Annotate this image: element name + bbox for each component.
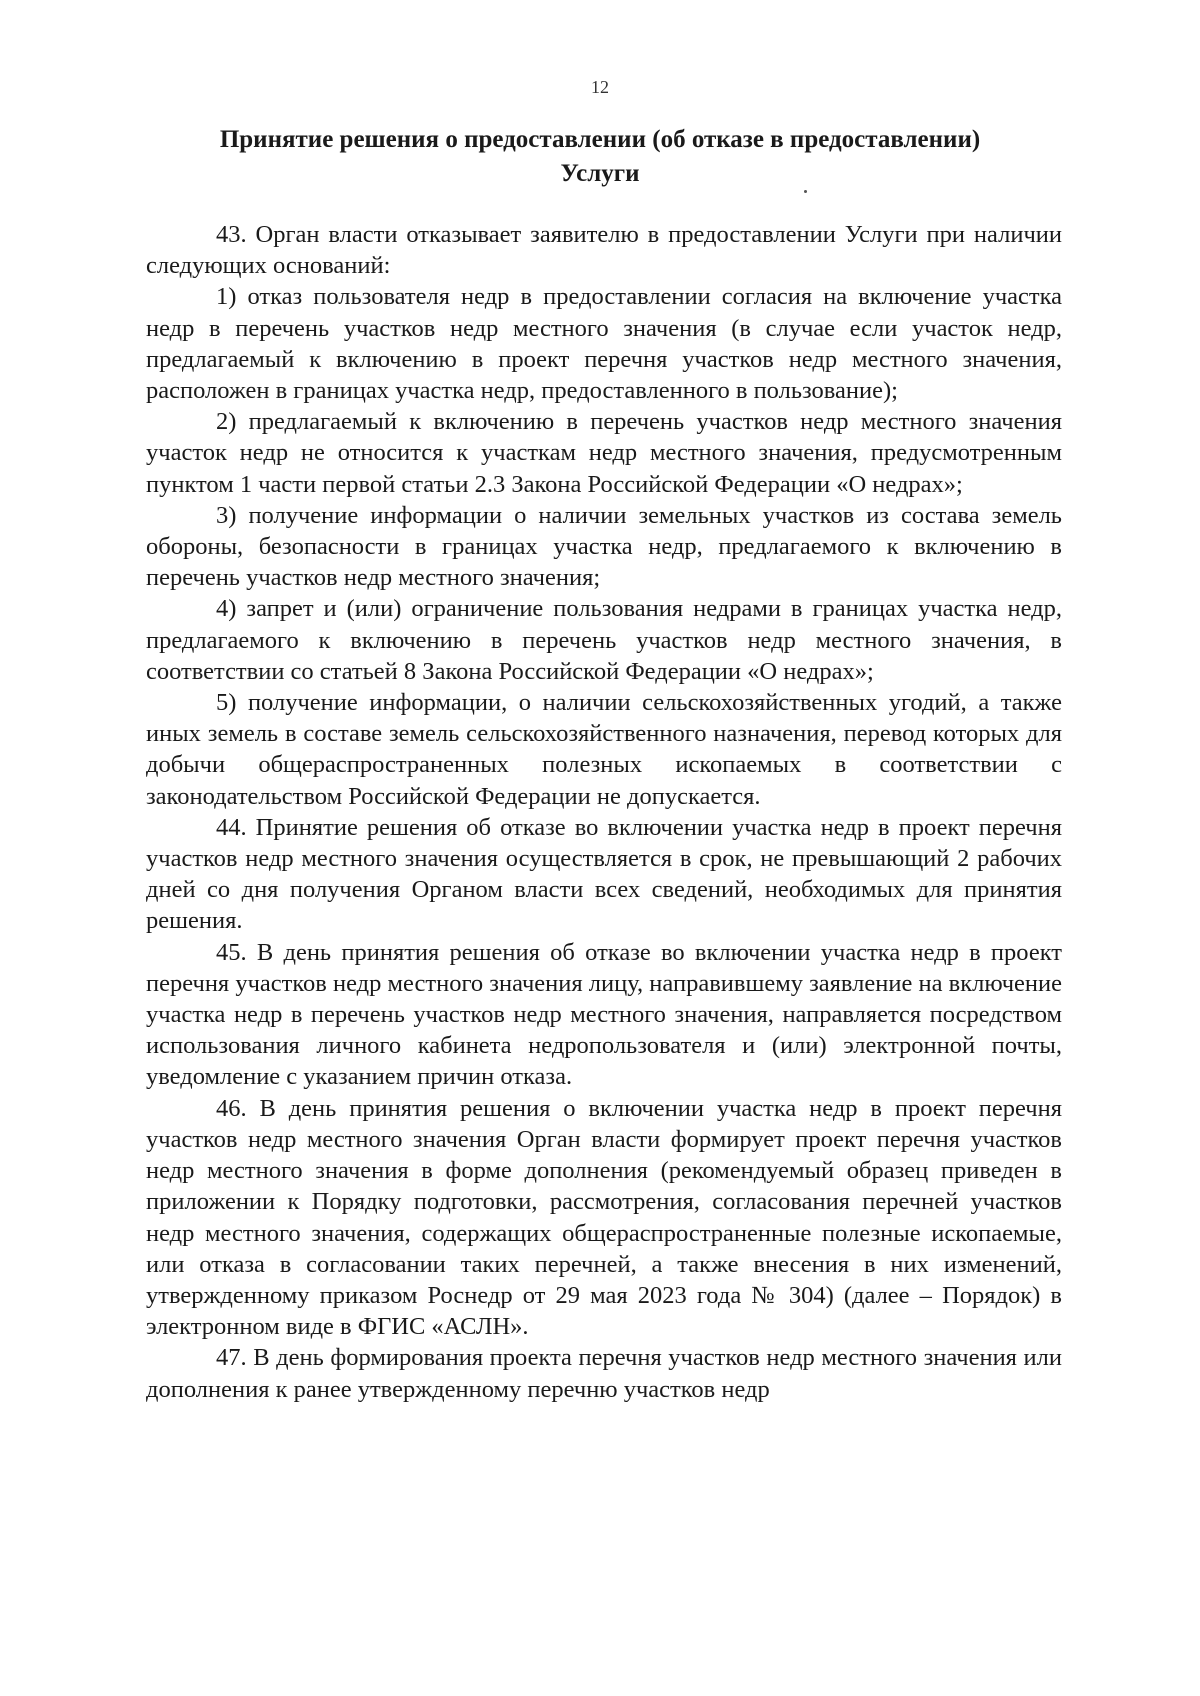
section-title-line-2: Услуги: [560, 160, 640, 187]
section-title: [150, 123, 1050, 191]
paragraph-43-item-2: 2) предлагаемый к включению в перечень участков недр местного значения участок недр не относится к участкам недр местного значения, предусмотренным пунктом 1 части первой статьи 2.3 Закона Российской Федерации «О недрах»;: [146, 408, 1062, 498]
paragraph-47: 47. В день формирования проекта перечня участков недр местного значения или дополнения к ранее утвержденному перечню участков недр: [146, 1344, 1062, 1403]
paragraph-43-item-1: 1) отказ пользователя недр в предоставлении согласия на включение участка недр в перечень участков недр местного значения (в случае если участок недр, предлагаемый к включению в проект перечня участков недр местного значения, расположен в границах участка недр, предоставленного в пользование);: [146, 283, 1062, 405]
body-text: [146, 219, 1062, 1405]
paragraph-45: 45. В день принятия решения об отказе во включении участка недр в проект перечня участков недр местного значения лицу, направившему заявление на включение участка недр в перечень участков недр местного значения, направляется посредством использования личного кабинета недропользователя и (или) электронной почты, уведомление с указанием причин отказа.: [146, 938, 1062, 1091]
scan-speck: [804, 190, 807, 193]
paragraph-43: 43. Орган власти отказывает заявителю в предоставлении Услуги при наличии следующих оснований:: [146, 221, 1062, 280]
paragraph-46: 46. В день принятия решения о включении участка недр в проект перечня участков недр местного значения Орган власти формирует проект перечня участков недр местного значения в форме дополнения (рекомендуемый образец приведен в приложении к Порядку подготовки, рассмотрения, согласования перечней участков недр местного значения, содержащих общераспространенные полезные ископаемые, или отказа в согласовании таких перечней, а также внесения в них изменений, утвержденному приказом Роснедр от 29 мая 2023 года № 304) (далее – Порядок) в электронном виде в ФГИС «АСЛН».: [146, 1094, 1062, 1341]
section-title-line-1: Принятие решения о предоставлении (об отказе в предоставлении): [219, 126, 981, 153]
paragraph-44: 44. Принятие решения об отказе во включении участка недр в проект перечня участков недр местного значения осуществляется в срок, не превышающий 2 рабочих дней со дня получения Органом власти всех сведений, необходимых для принятия решения.: [146, 813, 1062, 935]
paragraph-43-item-4: 4) запрет и (или) ограничение пользования недрами в границах участка недр, предлагаемого к включению в перечень участков недр местного значения, в соответствии со статьей 8 Закона Российской Федерации «О недрах»;: [146, 595, 1062, 685]
paragraph-43-item-5: 5) получение информации, о наличии сельскохозяйственных угодий, а также иных земель в составе земель сельскохозяйственного назначения, перевод которых для добычи общераспространенных полезных ископаемых в соответствии с законодательством Российской Федерации не допускается.: [146, 689, 1062, 810]
page-number: 12: [591, 77, 609, 97]
paragraph-43-item-3: 3) получение информации о наличии земельных участков из состава земель обороны, безопасности в границах участка недр, предлагаемого к включению в перечень участков недр местного значения;: [146, 501, 1062, 592]
